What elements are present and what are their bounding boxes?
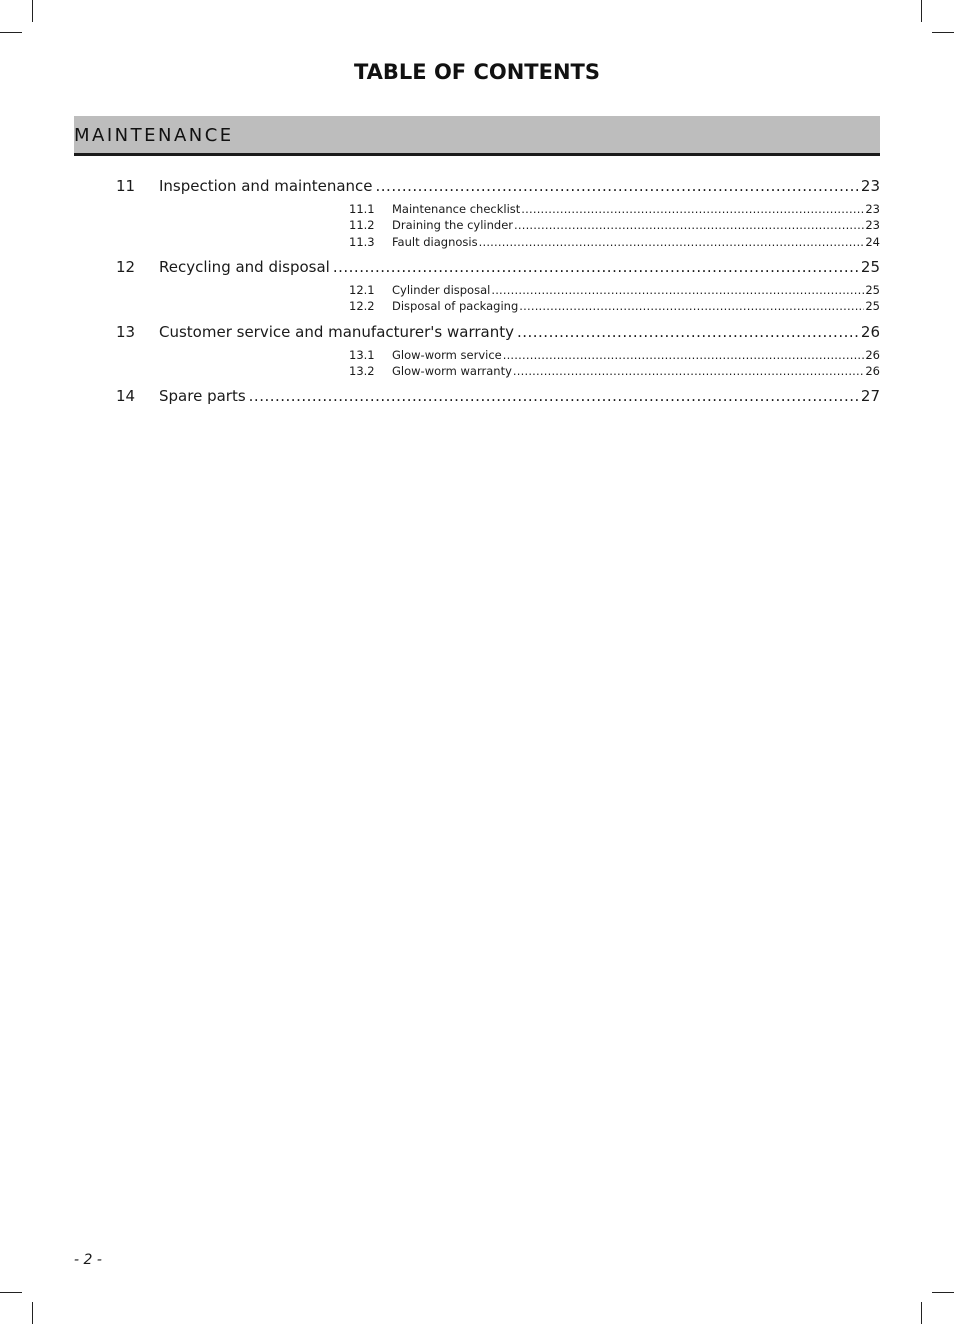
section-header <box>74 116 880 156</box>
crop-mark <box>921 1302 922 1324</box>
toc-subentry[interactable] <box>349 218 880 234</box>
toc-subentry-title: Disposal of packaging <box>392 299 519 313</box>
crop-mark <box>32 1302 33 1324</box>
toc-entry[interactable] <box>116 177 880 197</box>
toc-subentry-number: 11.3 <box>349 235 375 249</box>
toc-entry-title: Customer service and manufacturer's warranty <box>159 323 514 341</box>
toc-entry-title: Inspection and maintenance <box>159 177 373 195</box>
toc-entry-page: 26 <box>860 323 880 341</box>
toc-subentry-title: Glow-worm warranty <box>392 364 512 378</box>
section-title: MAINTENANCE <box>74 125 234 146</box>
toc-subentry-title: Cylinder disposal <box>392 283 491 297</box>
toc-subentry-title: Draining the cylinder <box>392 218 513 232</box>
dot-leader <box>519 299 864 313</box>
toc-subentry-number: 11.1 <box>349 202 375 216</box>
crop-mark <box>921 0 922 22</box>
page-title: TABLE OF CONTENTS <box>353 60 601 84</box>
dot-leader <box>521 202 864 216</box>
toc-entry-number: 11 <box>116 177 136 195</box>
toc-subentry[interactable] <box>349 348 880 364</box>
toc-subentry-page: 23 <box>865 218 880 232</box>
toc-subentry-page: 26 <box>865 348 880 362</box>
toc-subentry-number: 13.1 <box>349 348 375 362</box>
toc-subentry-number: 12.1 <box>349 283 375 297</box>
toc-entry-number: 12 <box>116 258 136 276</box>
dot-leader <box>517 323 858 341</box>
toc-subentry-title: Maintenance checklist <box>392 202 521 216</box>
toc-subentry-page: 26 <box>865 364 880 378</box>
toc-subentry-page: 24 <box>865 235 880 249</box>
toc-subentry-page: 23 <box>865 202 880 216</box>
dot-leader <box>503 348 865 362</box>
page-number: - 2 - <box>74 1252 102 1268</box>
dot-leader <box>491 283 864 297</box>
toc-entry-number: 13 <box>116 323 136 341</box>
toc-entry[interactable] <box>116 387 880 407</box>
crop-mark <box>0 32 22 33</box>
toc-subentry-page: 25 <box>865 283 880 297</box>
toc-subentry-number: 12.2 <box>349 299 375 313</box>
toc-entry-page: 23 <box>860 177 880 195</box>
toc-entry[interactable] <box>116 258 880 278</box>
toc-entry-number: 14 <box>116 387 136 405</box>
dot-leader <box>513 364 864 378</box>
toc-entry-page: 27 <box>860 387 880 405</box>
toc-subentry[interactable] <box>349 283 880 299</box>
crop-mark <box>932 32 954 33</box>
toc-subentry-number: 11.2 <box>349 218 375 232</box>
dot-leader <box>333 258 858 276</box>
toc-subentry-title: Fault diagnosis <box>392 235 478 249</box>
crop-mark <box>32 0 33 22</box>
crop-mark <box>0 1292 22 1293</box>
toc-entry[interactable] <box>116 323 880 343</box>
toc-entry-title: Recycling and disposal <box>159 258 330 276</box>
toc-subentry[interactable] <box>349 299 880 315</box>
dot-leader <box>376 177 858 195</box>
toc-subentry[interactable] <box>349 364 880 380</box>
toc-subentry-page: 25 <box>865 299 880 313</box>
toc-entry-page: 25 <box>860 258 880 276</box>
dot-leader <box>479 235 865 249</box>
toc-subentry[interactable] <box>349 235 880 251</box>
toc-subentry-title: Glow-worm service <box>392 348 502 362</box>
toc-subentry[interactable] <box>349 202 880 218</box>
toc-subentry-number: 13.2 <box>349 364 375 378</box>
toc-entry-title: Spare parts <box>159 387 246 405</box>
dot-leader <box>514 218 864 232</box>
dot-leader <box>249 387 858 405</box>
crop-mark <box>932 1292 954 1293</box>
